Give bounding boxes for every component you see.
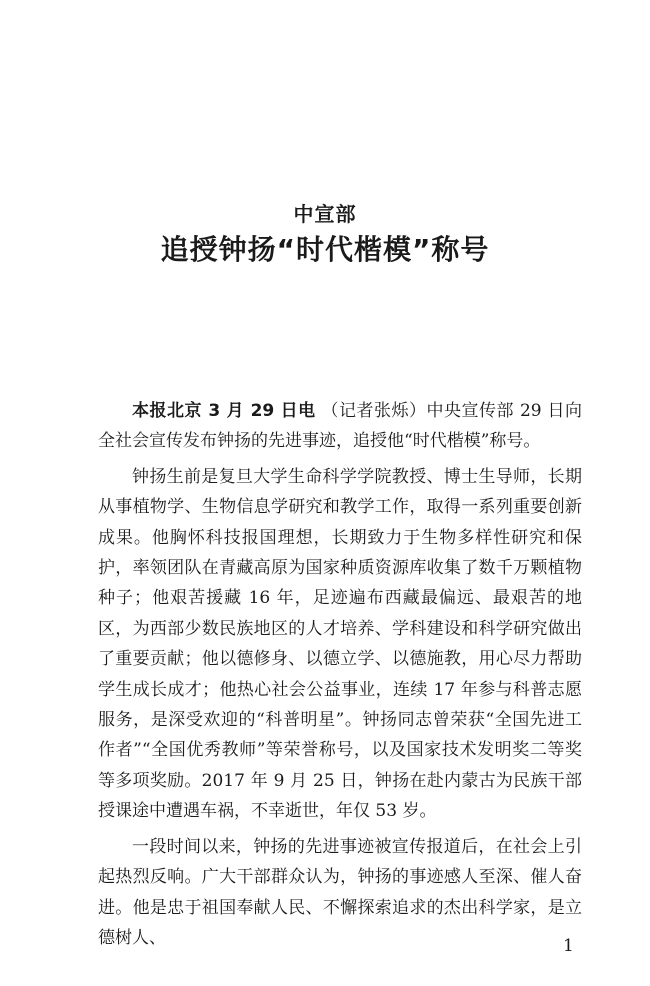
page-number: 1 — [563, 936, 574, 956]
article-body — [98, 396, 582, 958]
article-paragraph — [98, 396, 582, 457]
article-dateline: 本报北京 3 月 29 日电 — [132, 401, 316, 421]
article-paragraph: 一段时间以来，钟扬的先进事迹被宣传报道后，在社会上引起热烈反响。广大干部群众认为，钟扬的事迹感人至深、催人奋进。他是忠于祖国奉献人民、不懈探索追求的杰出科学家，是立德树人、 — [98, 836, 582, 948]
article-paragraph: 钟扬生前是复旦大学生命科学学院教授、博士生导师，长期从事植物学、生物信息学研究和教学工作，取得一系列重要创新成果。他胸怀科技报国理想，长期致力于生物多样性研究和保护，率领团队在青藏高原为国家种质资源库收集了数千万颗植物种子；他艰苦援藏 16 年，足迹遍布西藏最偏远、最艰苦的地区，为西部少数民族地区的人才培养、学科建设和科学研究做出了重要贡献；他以德修身、以德立学、以德施教，用心尽力帮助学生成长成才；他热心社会公益事业，连续 17 年参与科普志愿服务，是深受欢迎的“科普明星”。钟扬同志曾荣获“全国先进工作者”“全国优秀教师”等荣誉称号，以及国家技术发明奖二等奖等多项奖励。2017 年 9 月 25 日，钟扬在赴内蒙古为民族干部授课途中遭遇车祸，不幸逝世，年仅 53 岁。 — [98, 466, 582, 822]
article-headline: 追授钟扬“时代楷模”称号 — [160, 233, 490, 266]
paragraph-text: （记者张烁）中央宣传部 29 日向全社会宣传发布钟扬的先进事迹，追授他“时代楷模”称号。 — [98, 401, 582, 452]
article-kicker: 中宣部 — [293, 202, 357, 226]
